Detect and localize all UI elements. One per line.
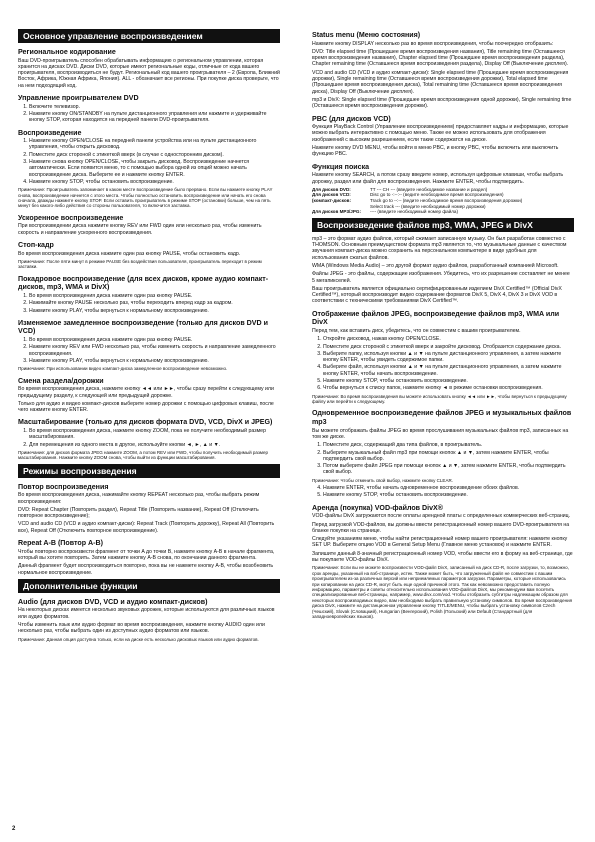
numbered-steps	[312, 442, 574, 475]
table-cell: Track go to --:-- (ведите необходимое время воспроизведения дорожки)	[370, 198, 523, 204]
note-text: Примечание: Проигрыватель запоминает в каком месте воспроизведение было прервано. Если вы нажмете кнопку PLAY снова, воспроизведение начнется с этого места. Чтобы полностью остановить воспроизведение или начать его снова сначала, дважды нажмите кнопку STOP. Если оставить проигрыватель в режиме STOP (остановки) больше, чем на пять минут без какого-либо действия со стороны пользователя, то включится заставка.	[18, 187, 273, 209]
numbered-steps	[18, 293, 280, 314]
body-paragraph: Чтобы повторно воспроизвести фрагмент от точки A до точки B, нажмите кнопку A-B в начале фрагмента, который вы хотите повторить. Затем нажмите кнопку A-B снова, по окончании данного фрагмента.	[18, 548, 275, 561]
section-heading: Одновременное воспроизведение файлов JPEG и музыкальных файлов mp3	[312, 409, 572, 427]
section-heading: Управление проигрывателем DVD	[18, 94, 139, 103]
table-cell: Select track --- (введите необходимый номер дорожки)	[370, 203, 486, 209]
table-cell: ---- (введите необходимый номер файла)	[370, 209, 459, 215]
step-item: 3. Выберите папку, используя кнопки ▲ и ▼ на пульте дистанционного управления, а затем нажмите кнопку ENTER, чтобы увидеть содержимое папки.	[323, 351, 574, 364]
section-heading: Аренда (покупка) VOD-файлов DivX®	[312, 503, 444, 512]
numbered-steps	[18, 138, 280, 185]
section-heading: Региональное кодирование	[18, 48, 116, 56]
step-item: 1. Во время воспроизведения диска нажмите один раз кнопку PAUSE.	[29, 337, 280, 343]
section-header-bar: Режимы воспроизведения	[18, 464, 280, 478]
note-text: Примечание: Данная опция доступна только, если на диске есть несколько дисковых языков или аудио форматов.	[18, 636, 259, 642]
body-paragraph: Нажмите кнопку DISPLAY несколько раз во время воспроизведения, чтобы поочередно отобразить:	[312, 40, 554, 47]
body-paragraph: Нажмите кнопку SEARCH, а потом сразу введите номер, используя цифровые клавиши, чтобы выбрать дорожку, раздел или файл для воспроизведения. Нажмите ENTER, чтобы подтвердить.	[312, 172, 564, 185]
body-paragraph: Только для аудио и видео компакт-дисков выберите номер дорожки с помощью цифровых клавиш, после чего нажмите кнопку ENTER.	[18, 400, 274, 414]
note-text: Примечание: Во время воспроизведения вы можете использовать кнопку ◄◄ или ►►, чтобы вернуться к предыдущему файлу или перейти к следующему.	[312, 393, 567, 405]
step-item: 2. Нажимайте кнопку PAUSE несколько раз, чтобы переходить вперед кадр за кадром.	[29, 300, 280, 306]
body-paragraph: WMA (Windows Media Audio) – это другой формат аудио файлов, разработанный компанией Microsoft.	[312, 262, 559, 269]
step-item: 5. Нажмите кнопку STOP, чтобы остановить воспроизведение.	[323, 492, 574, 498]
body-paragraph: Запишите данный 8-значный регистрационный номер VOD, чтобы ввести его в форму на веб-странице, где вы покупаете VOD-файлы DivX.	[312, 550, 573, 564]
table-cell: Для дисков DVD:	[312, 186, 351, 192]
step-item: 6. Чтобы вернуться к списку папок, нажмите кнопку ◄ в режиме остановки воспроизведения.	[323, 385, 574, 391]
step-item: 2. Выберите музыкальный файл mp3 при помощи кнопок ▲ и ▼, затем нажмите ENTER, чтобы подтвердить свой выбор.	[323, 450, 574, 463]
step-item: 3. Нажмите кнопку PLAY, чтобы вернуться к нормальному воспроизведению.	[29, 308, 280, 314]
table-cell: Disc go to -:--:-- (ведите необходимое время воспроизведения)	[370, 192, 504, 198]
step-item: 4. Выберите файл, используя кнопки ▲ и ▼ на пульте дистанционного управления, а затем нажмите кнопку ENTER, чтобы начать воспроизведение.	[323, 364, 574, 377]
step-item: 4. Нажмите кнопку STOP, чтобы остановить воспроизведение.	[29, 179, 280, 185]
note-text: Примечание: При использовании видео компакт-диска замедленное воспроизведение невозможно.	[18, 366, 228, 372]
section-heading: Repeat A-B (Повтор A-B)	[18, 539, 103, 548]
note-text: Примечание: После пяти минут в режиме PAUSE без воздействия пользователя, проигрыватель переходит в режим заставки.	[18, 258, 262, 270]
numbered-steps	[312, 485, 574, 499]
body-paragraph: mp3 – это формат аудио файлов, который сжимает записанную музыку. Он был разработан совместно с THOMSON. Основным преимуществом формата mp3 является то, что музыкальные данные с качеством звучания компакт-диска можно сохранить на персональном компьютере в виде удобных для использования сжатых файлов.	[312, 235, 567, 261]
numbered-steps	[312, 336, 574, 391]
body-paragraph: Файлы JPEG - это файлы, содержащие изображения. Убедитесь, что их разрешение составляет не менее 5 мегапикселей.	[312, 271, 570, 284]
body-paragraph: Ваш DVD-проигрыватель способен обрабатывать информацию о региональном управлении, которая хранится на дисках DVD. Диски DVD, которые имеют региональные коды, отличные от кода вашего проигрывателя, воспроизводиться не будут. Региональный код вашего проигрывателя – 2 (Европа, Ближний Восток, Африка, Южная Африка, Япония). ALL - обозначает все регионы. При покупке диска проверьте, что на нем подходящий код.	[18, 57, 280, 89]
body-paragraph: Данный фрагмент будет воспроизводиться повторно, пока вы не нажмете кнопку A-B, чтобы возобновить нормальное воспроизведение.	[18, 563, 274, 576]
section-heading: Изменяемое замедленное воспроизведение (только для дисков DVD и VCD)	[18, 318, 268, 336]
body-paragraph: VCD and audio CD (VCD и аудио компакт-диски): Single elapsed time (Прошедшее время воспроизведения дорожки), Single remaining time (Оставшееся время воспроизведения дорожки), Total elapsed time (Прошедшее время воспроизведения диска), Total remaining time (Оставшееся время воспроизведения диска), Display Off (Выключение дисплея).	[312, 69, 569, 95]
section-header-bar: Дополнительные функции	[18, 579, 280, 593]
step-item: 2. Нажмите кнопку REV или FWD несколько раз, чтобы изменить скорость и направление замедленного воспроизведения.	[29, 344, 280, 357]
body-paragraph: Во время воспроизведения диска, нажмите кнопку ◄◄ или ►►, чтобы сразу перейти к следующему или предыдущему разделу, к следующей или предыдущей дорожке.	[18, 386, 274, 399]
step-item: 1. Во время воспроизведения диска, нажмите кнопку ZOOM, пока не получите необходимый размер масштабирования.	[29, 428, 280, 441]
body-paragraph: mp3 и DivX: Single elapsed time (Прошедшее время воспроизведения одной дорожки), Single remaining time (Оставшееся время воспроизведения дорожки).	[312, 96, 572, 110]
note-text: Примечание: Чтобы отменить свой выбор, нажмите кнопку CLEAR.	[312, 477, 453, 483]
body-paragraph: DVD: Repeat Chapter (Повторить раздел), Repeat Title (Повторить название), Repeat Off (Отключить повторное воспроизведение);	[18, 506, 259, 520]
step-item: 5. Нажмите кнопку STOP, чтобы остановить воспроизведение.	[323, 378, 574, 384]
step-item: 3. Нажмите снова кнопку OPEN/CLOSE, чтобы закрыть дисковод. Воспроизведение начнется автоматически. Если появится меню, то с помощью выбора одной из опций можно начать воспроизведение диска. Выберите ее и нажмите кнопку ENTER.	[29, 159, 280, 178]
section-heading: Воспроизведение	[18, 128, 82, 137]
section-heading: Отображение файлов JPEG, воспроизведение файлов mp3, WMA или DivX	[312, 309, 560, 327]
numbered-steps	[18, 104, 280, 124]
table-cell: TT --- CH --- (введите необходимое название и раздел)	[370, 186, 488, 192]
section-heading: Повтор воспроизведения	[18, 482, 109, 491]
body-paragraph: Следуйте указаниям меню, чтобы найти регистрационный номер вашего проигрывателя: нажмите кнопку SET UP. Выберите опцию VOD в General Setup Menu (Главное меню установок) и нажмите ENTER.	[312, 536, 568, 549]
right-column	[312, 26, 574, 621]
section-heading: Функция поиска	[312, 162, 370, 171]
section-header-bar: Воспроизведение файлов mp3, WMA, JPEG и DivX	[312, 218, 574, 232]
step-item: 1. Во время воспроизведения диска нажмите один раз кнопку PAUSE.	[29, 293, 280, 299]
section-heading: Ускоренное воспроизведение	[18, 213, 124, 222]
page-number: 2	[12, 826, 16, 832]
section-heading: Audio (для дисков DVD, VCD и аудио компакт-дисков)	[18, 597, 208, 606]
step-item: 1. Включите телевизор.	[29, 104, 280, 110]
step-item: 1. Поместите диск, содержащий два типа файлов, в проигрыватель.	[323, 442, 574, 448]
section-heading: Смена раздела/дорожки	[18, 376, 104, 385]
table-cell: Для дисков MP3/JPG:	[312, 209, 362, 215]
step-item: 2. Поместите диск стороной с этикеткой вверх (в случае с односторонним диском).	[29, 152, 280, 158]
step-item: 3. Потом выберите файл JPEG при помощи кнопок ▲ и ▼, затем нажмите ENTER, чтобы подтвердить свой выбор.	[323, 463, 574, 476]
body-paragraph: Чтобы изменить язык или аудио формат во время воспроизведения, нажмите кнопку AUDIO один или несколько раз, чтобы выбрать один из доступных аудио форматов или языков.	[18, 622, 265, 635]
step-item: 1. Нажмите кнопку OPEN/CLOSE на передней панели устройства или на пульте дистанционного управления, чтобы открыть дисковод.	[29, 138, 280, 151]
table-cell: Для дисков VCD:	[312, 192, 351, 198]
step-item: 2. Для перемещения из одного места в другое, используйте кнопки ◄, ►, ▲ и ▼.	[29, 442, 280, 448]
note-text: Примечание: для дисков формата JPEG нажмите ZOOM, а потом REV или FWD, чтобы получить необходимый размер масштабирования. Нажмите кнопку ZOOM снова, чтобы выйти из функции масштабирования.	[18, 449, 269, 461]
step-item: 2. Нажмите кнопку ON/STANDBY на пульте дистанционного управления или нажмите и удерживайте кнопку STOP, которая находится на передней панели DVD-проигрывателя.	[29, 111, 280, 124]
table-cell: (компакт-дисков:	[312, 198, 352, 204]
body-paragraph: VCD and audio CD (VCD и аудио компакт-диски): Repeat Track (Повторить дорожку), Repeat All (Повторить все), Repeat Off (Отключить повторное воспроизведение).	[18, 521, 275, 534]
body-paragraph: Во время воспроизведения диска, нажимайте кнопку REPEAT несколько раз, чтобы выбрать режим воспроизведения:	[18, 492, 260, 505]
step-item: 4. Нажмите ENTER, чтобы начать одновременное воспроизведение обоих файлов.	[323, 485, 574, 491]
left-column	[18, 26, 280, 644]
section-heading: Status menu (Меню состояния)	[312, 31, 421, 39]
step-item: 2. Поместите диск стороной с этикеткой вверх и закройте дисковод. Отобразится содержание диска.	[323, 344, 574, 350]
body-paragraph: Во время воспроизведения диска нажмите один раз кнопку PAUSE, чтобы остановить кадр.	[18, 250, 241, 257]
section-heading: Стоп-кадр	[18, 241, 54, 250]
body-paragraph: На некоторых дисках имеется несколько звуковых дорожек, которые используются для различных языков или аудио форматов.	[18, 607, 275, 620]
table-row	[312, 209, 574, 215]
section-heading: Покадровое воспроизведение (для всех дисков, кроме аудио компакт-дисков, mp3, WMA и DivX)	[18, 274, 269, 292]
body-paragraph: Нажмите кнопку DVD MENU, чтобы войти в меню PBC, и кнопку PBC, чтобы включить или выключить функцию PBC.	[312, 145, 559, 158]
numbered-steps	[18, 428, 280, 448]
step-item: 3. Нажмите кнопку PLAY, чтобы вернуться к нормальному воспроизведению.	[29, 358, 280, 364]
body-paragraph: VOD-файлы DivX загружаются после оплаты арендной платы с определенных коммерческих веб-страниц.	[312, 513, 571, 520]
body-paragraph: При воспроизведении диска нажмите кнопку REV или FWD один или несколько раз, чтобы изменить скорость и направление ускоренного воспроизведения.	[18, 223, 262, 236]
body-paragraph: Перед загрузкой VOD-файлов, вы должны ввести регистрационный номер вашего DVD-проигрывателя на бланке покупки на странице.	[312, 521, 570, 534]
body-paragraph: Функция PlayBack Control (Управление воспроизведением) предоставляет кадры и информацию, которые можно выбрать интерактивно с помощью меню. Также ее можно использовать для отображения изображений с высоким разрешением, если такие содержатся на диске.	[312, 124, 569, 143]
note-text: Примечание: Если вы не можете воспроизвести VOD-файл DivX, записанный на диск CD-R, после загрузки, то, возможно, срок аренды, указанный на вэб-странице, истек. Также может быть, что загруженный файл не совместим с вашим проигрывателем из-за различных версий или неприемлемых параметров загрузки. Параметры, которые использовались при копировании на диск CD-R, могут быть еще одной причиной этого. Так как невозможно предоставить полную информацию, параметры и советы относительно использования VOD-файлов DivX, мы рекомендуем вам посетить специализированные веб-страницы, например, www.divx.com/vod. Чтобы отобразить субтитры надлежащим образом для некоторых воспроизводимых видео, вам необходимо выбрать правильную установку символов. Во время воспроизведения диска DivX, нажмите на дистанционном управлении кнопку TITLE/MENU, чтобы выбрать установку символов Czech (Чешский), Slovak (Словацкий), Hungarian (Венгерский), Polish (Польский) или Default (Стандартный (для западноевропейских языков).	[312, 565, 573, 620]
numbered-steps	[18, 337, 280, 364]
body-paragraph: Ваш проигрыватель является официально сертифицированным изделием DivX Certified™ (Official DivX Certified™), который воспроизводит видео содержание форматов DivX 5, DivX 4, DivX 3 и DivX VOD в соответствии с техническими требованиями DivX Certified™.	[312, 285, 562, 305]
step-item: 1. Откройте дисковод, нажав кнопку OPEN/CLOSE.	[323, 336, 574, 342]
section-header-bar: Основное управление воспроизведением	[18, 29, 280, 43]
section-heading: PBC (для дисков VCD)	[312, 114, 391, 123]
body-paragraph: DVD: Title elapsed time (Прошедшее время воспроизведения названия), Title remaining time (Оставшееся время воспроизведения названия), Chapter elapsed time (Прошедшее время воспроизведения раздела), Chapter remaining time (Оставшееся время воспроизведения раздела), Display Off (Выключение дисплея).	[312, 48, 569, 68]
search-format-table	[312, 187, 574, 215]
body-paragraph: Вы можете отображать файлы JPEG во время прослушивания музыкальных файлов mp3, записанных на том же диске.	[312, 427, 569, 440]
body-paragraph: Перед тем, как вставить диск, убедитесь, что он совместим с вашим проигрывателем.	[312, 327, 521, 334]
section-heading: Масштабирование (только для дисков формата DVD, VCD, DivX и JPEG)	[18, 418, 273, 427]
